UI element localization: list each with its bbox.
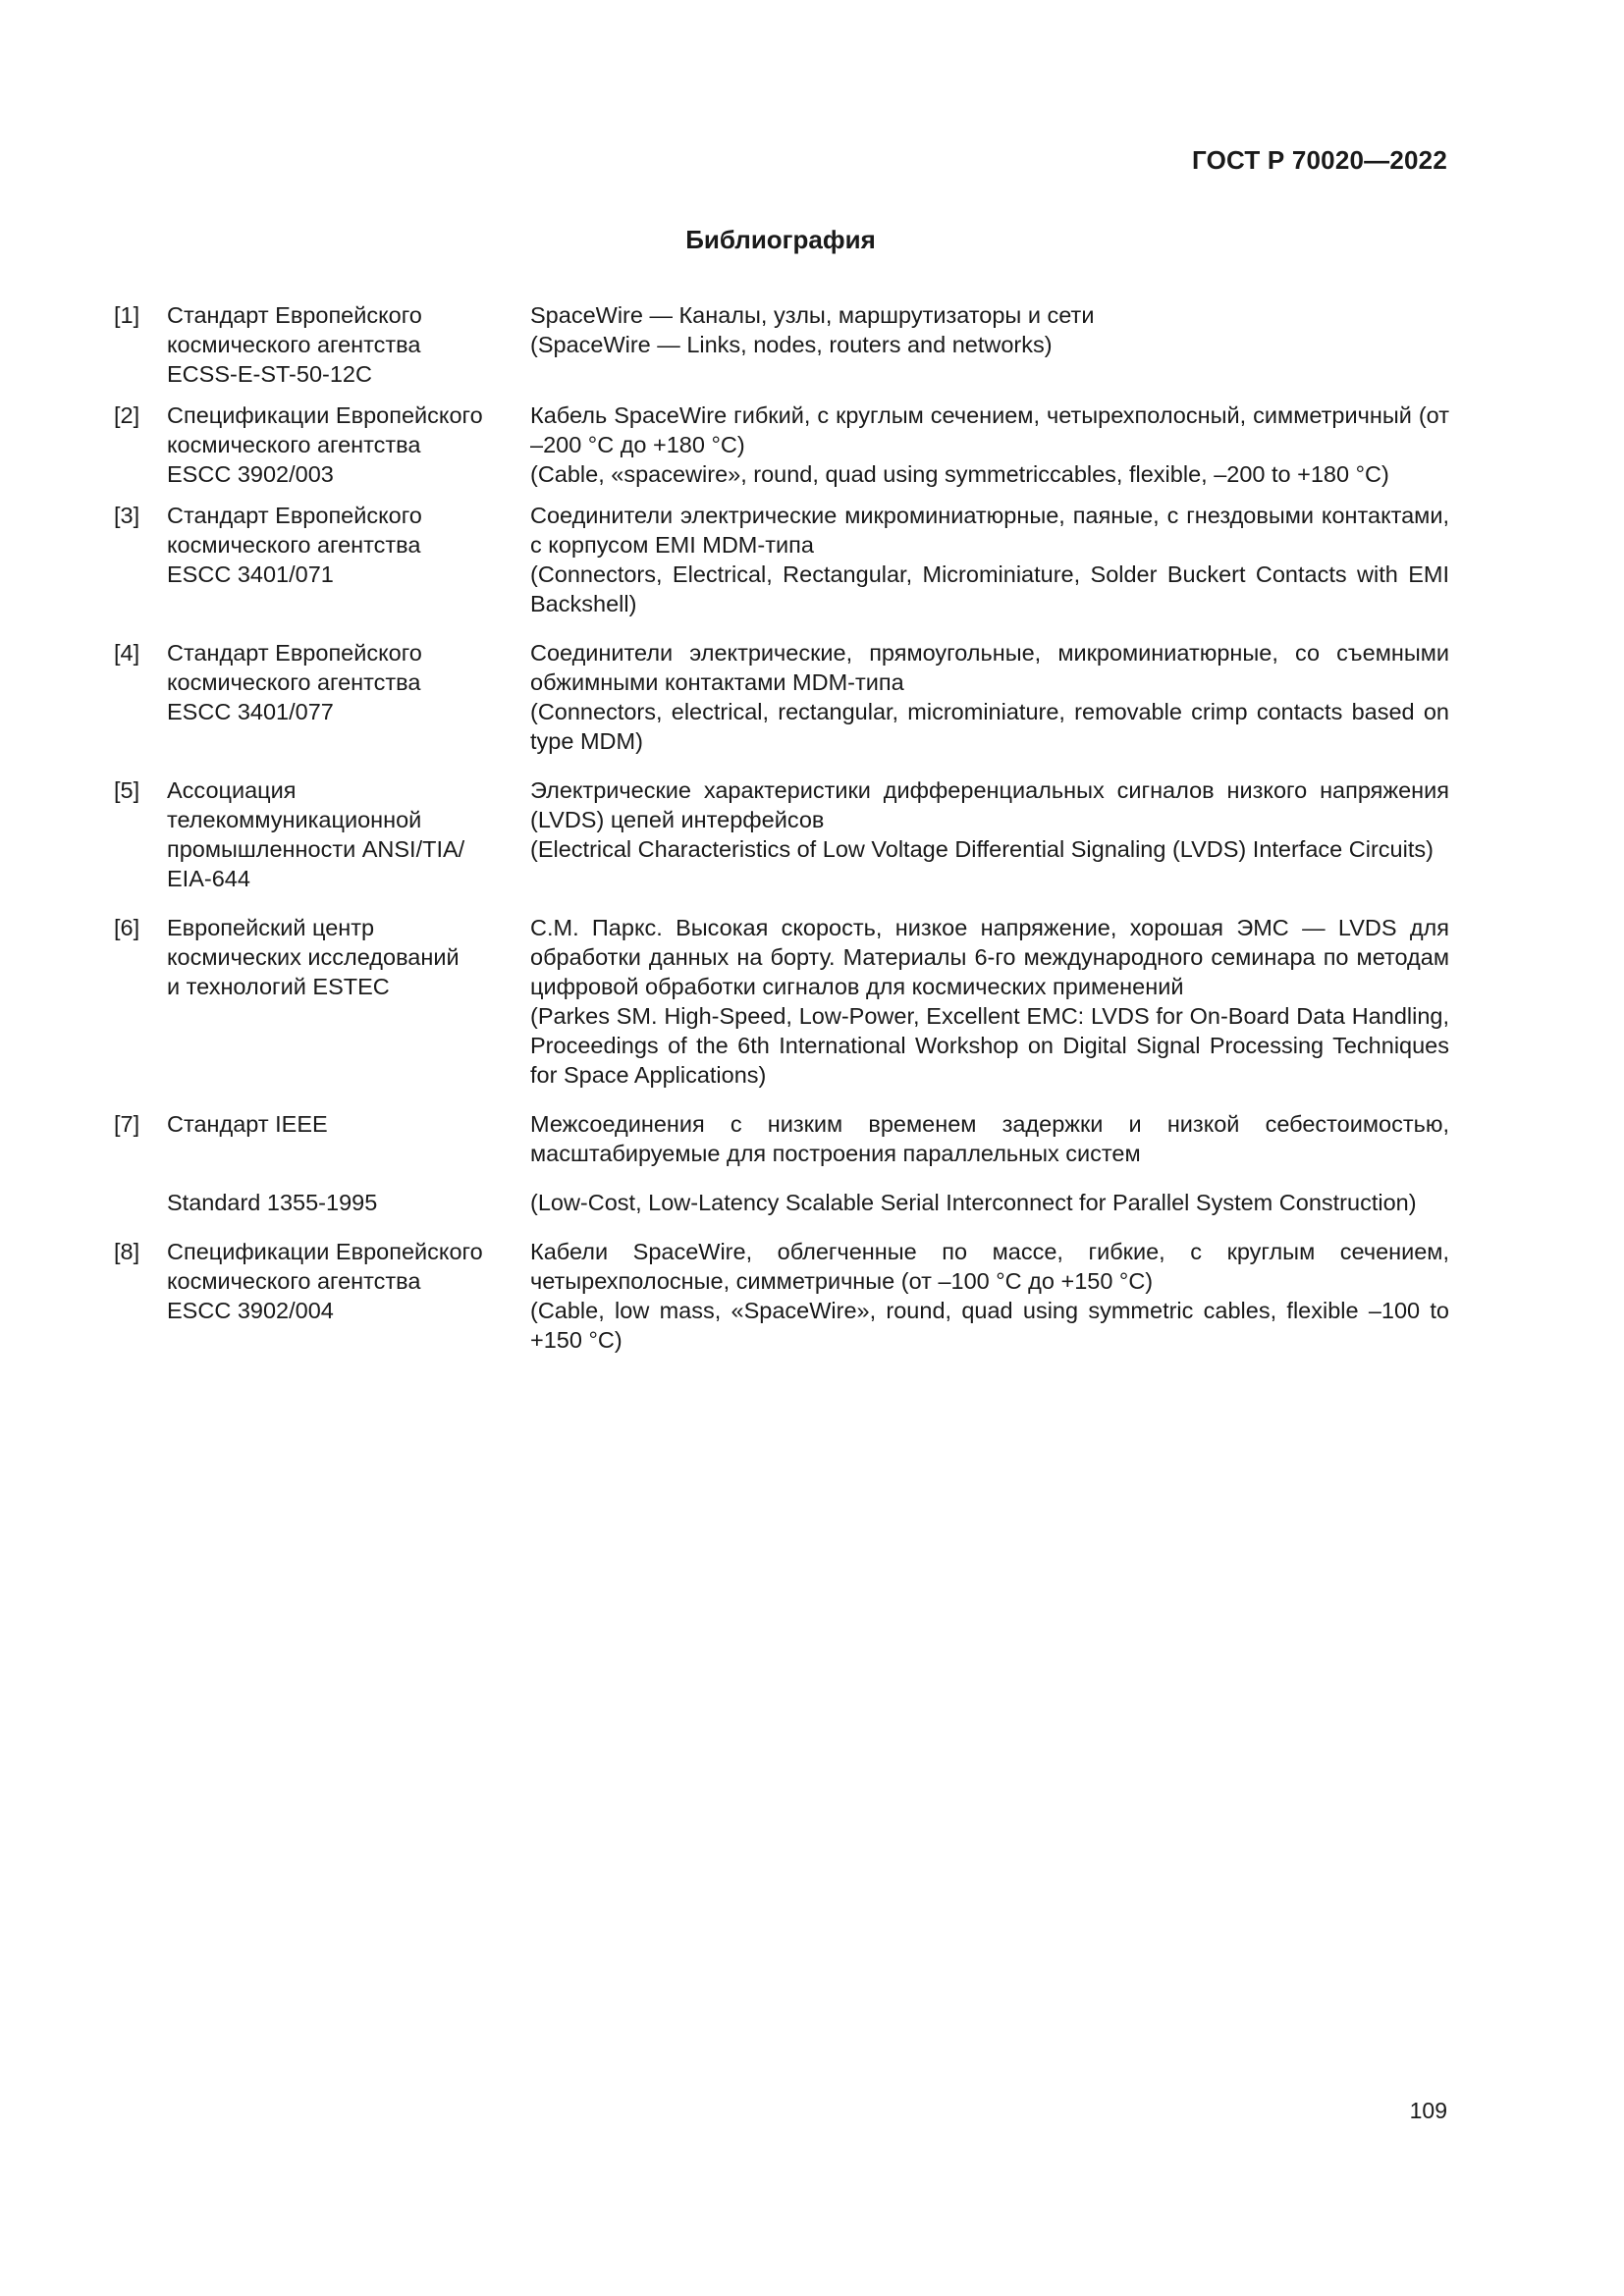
entry-source: Европейский центр космических исследований и технологий ESTEC xyxy=(167,915,460,999)
entry-source: Спецификации Европейского космического агентства ESCC 3902/003 xyxy=(167,402,483,487)
entry-source: Стандарт Европейского космического агентства ESCC 3401/077 xyxy=(167,640,422,724)
entry-title-en: (Electrical Characteristics of Low Voltage Differential Signaling (LVDS) Interface Circuits) xyxy=(530,836,1434,862)
entry-source: Standard 1355-1995 xyxy=(167,1190,378,1215)
bibliography-entry xyxy=(114,638,1449,756)
bibliography-entry xyxy=(114,1237,1449,1355)
entry-description xyxy=(530,913,1449,1090)
entry-description xyxy=(530,501,1449,618)
section-title: Библиография xyxy=(685,225,876,254)
entry-source: Стандарт Европейского космического агентства ECSS-E-ST-50-12C xyxy=(167,302,422,387)
entry-source: Ассоциация телекоммуникационной промышленности ANSI/TIA/ EIA-644 xyxy=(167,777,465,891)
bibliography-entry xyxy=(114,775,1449,893)
entry-title-en: (SpaceWire — Links, nodes, routers and networks) xyxy=(530,332,1053,357)
entry-description xyxy=(530,1237,1449,1355)
entry-description xyxy=(530,638,1449,756)
bibliography-entry xyxy=(114,300,1449,389)
entry-description xyxy=(530,1109,1449,1168)
entry-title-ru: Кабель SpaceWire гибкий, с круглым сечением, четырехполосный, симметричный (от –200 °С до +180 °С) xyxy=(530,402,1449,457)
entry-title-en: (Parkes SM. High-Speed, Low-Power, Excellent EMC: LVDS for On-Board Data Handling, Proceedings of the 6th International Workshop on Digital Signal Processing Techniques for Space Applications) xyxy=(530,1003,1449,1088)
entry-title-ru: Соединители электрические, прямоугольные, микроминиатюрные, со съемными обжимными контактами MDM-типа xyxy=(530,640,1449,695)
entry-description xyxy=(530,775,1449,893)
entry-title-ru: Кабели SpaceWire, облегченные по массе, гибкие, с круглым сечением, четырехполосные, симметричные (от –100 °С до +150 °С) xyxy=(530,1239,1449,1294)
entry-title-ru: SpaceWire — Каналы, узлы, маршрутизаторы и сети xyxy=(530,302,1095,328)
entry-number: [6] xyxy=(114,915,140,940)
entry-title-ru: Межсоединения с низким временем задержки и низкой себестоимостью, масштабируемые для построения параллельных систем xyxy=(530,1111,1449,1166)
entry-title-ru: С.М. Паркс. Высокая скорость, низкое напряжение, хорошая ЭМС — LVDS для обработки данных на борту. Материалы 6-го международного семинара по методам цифровой обработки сигналов для космических применений xyxy=(530,915,1449,999)
entry-number: [4] xyxy=(114,640,140,666)
entry-number: [8] xyxy=(114,1239,140,1264)
bibliography-entry xyxy=(114,400,1449,489)
entry-number: [7] xyxy=(114,1111,140,1137)
entry-title-ru: Соединители электрические микроминиатюрные, паяные, с гнездовыми контактами, с корпусом EMI MDM-типа xyxy=(530,503,1449,558)
entry-number: [5] xyxy=(114,777,140,803)
entry-number: [3] xyxy=(114,503,140,528)
entry-description xyxy=(530,400,1449,489)
entry-title-en: (Connectors, electrical, rectangular, microminiature, removable crimp contacts based on type MDM) xyxy=(530,699,1449,754)
document-id-header: ГОСТ Р 70020—2022 xyxy=(1192,145,1447,175)
entry-number: [2] xyxy=(114,402,140,428)
entry-title-en: (Cable, low mass, «SpaceWire», round, quad using symmetric cables, flexible –100 to +150 °C) xyxy=(530,1298,1449,1353)
bibliography-list xyxy=(114,300,1449,1355)
page-number: 109 xyxy=(1409,2098,1447,2123)
entry-source: Стандарт IEEE xyxy=(167,1111,328,1137)
entry-source: Спецификации Европейского космического агентства ESCC 3902/004 xyxy=(167,1239,483,1323)
entry-title-ru: Электрические характеристики дифференциальных сигналов низкого напряжения (LVDS) цепей интерфейсов xyxy=(530,777,1449,832)
bibliography-entry xyxy=(114,1188,1449,1217)
bibliography-entry xyxy=(114,501,1449,618)
entry-number xyxy=(114,1188,167,1217)
entry-number: [1] xyxy=(114,302,140,328)
entry-title-en: (Low-Cost, Low-Latency Scalable Serial Interconnect for Parallel System Construction) xyxy=(530,1190,1417,1215)
entry-title-en: (Cable, «spacewire», round, quad using symmetriccables, flexible, –200 to +180 °C) xyxy=(530,461,1389,487)
bibliography-entry xyxy=(114,1109,1449,1168)
entry-source: Стандарт Европейского космического агентства ESCC 3401/071 xyxy=(167,503,422,587)
entry-description xyxy=(530,1188,1449,1217)
entry-description xyxy=(530,300,1449,389)
bibliography-entry xyxy=(114,913,1449,1090)
entry-title-en: (Connectors, Electrical, Rectangular, Microminiature, Solder Buckert Contacts with EMI Backshell) xyxy=(530,561,1449,616)
